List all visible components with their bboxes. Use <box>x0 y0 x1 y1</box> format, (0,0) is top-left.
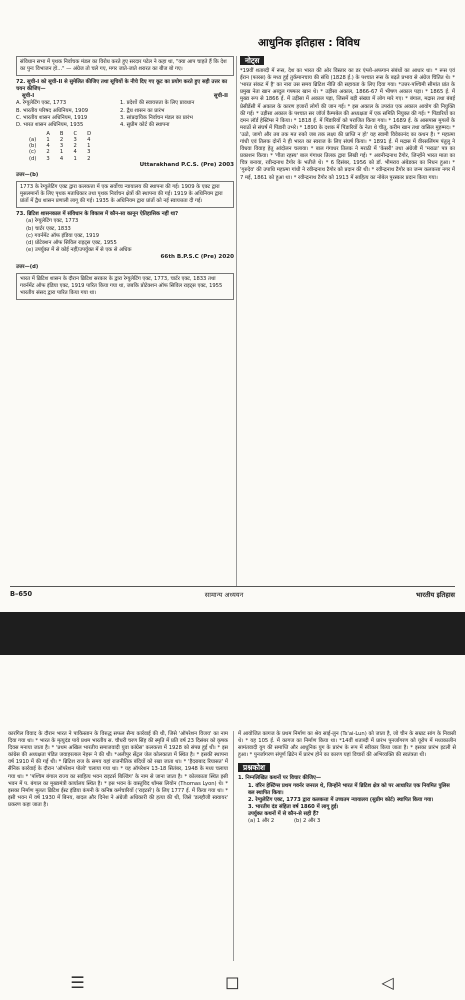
code-cell: 3 <box>46 155 50 162</box>
back-icon: ◁ <box>381 972 394 992</box>
code-cell: 1 <box>46 137 50 144</box>
practice-label: प्रश्नकोश <box>238 763 270 772</box>
intro-text: संविधान सभा में पृथक निर्वाचक मंडल का विरोध करते हुए सरदार पटेल ने कहा था, "क्या आप चाहते हैं कि देश का पुनः विभाजन हो..." — अंग्रेज तो चले गए, मगर जाते-जाते शरारत का बीज बो गए। <box>20 59 227 73</box>
code-cell: 4 <box>73 149 77 156</box>
question-73-option: (b) चार्टर एक्ट, 1833 <box>26 225 71 232</box>
column-divider <box>233 731 234 961</box>
question-72-explanation <box>16 181 234 208</box>
question-73-option: (e) उपर्युक्त में से कोई नहीं/उपर्युक्त में से एक से अधिक <box>26 246 132 253</box>
question-73-option: (c) गवर्नमेंट ऑफ इंडिया एक्ट, 1919 <box>26 232 100 239</box>
notes-text: *19वीं शताब्दी में रूस, देश का भारत की ओर विस्तार का डर एंग्लो-अफगान संबंधों का आधार था। * रूस एवं ईरान (फारस) के मध्य हुई तुर्कमानचाय की संधि (1828 ई.) के पश्चात रूस के बढ़ते प्रभाव से अंग्रेज चिंतित थे। * 'भारत संकट में है' का नारा उस समय ब्रिटिश नीति की सहायता के लिए दिया गया। *उत्तर-पश्चिमी सीमांत प्रांत के प्रमुख नेता खान अब्दुल गफ्फार खान थे। * उड़ीसा अकाल, 1866-67 में भीषण अकाल पड़ा। * 1865 ई. में मुख्य रूप से 1866 ई. में उड़ीसा में अकाल पड़ा, जिसमें बड़ी संख्या में लोग मारे गए। * बंगाल, मद्रास तथा बंबई प्रेसीडेंसी में अकाल के कारण हजारों लोगों की जान गई। * इस अकाल के उपरांत एक अकाल आयोग की नियुक्ति की गई। * उड़ीसा अकाल के पश्चात सर जॉर्ज कैम्पबेल की अध्यक्षता में एक समिति नियुक्त की गई। * पिंडारियों का दमन लॉर्ड हेस्टिंग्स ने किया। * 1818 ई. में पिंडारियों को पराजित किया गया। * 1689 ई. के आसपास मुगलों के मराठों से संघर्ष में पिंडारी उभरे। * 1890 के दशक में पिंडारियों के नेता थे चीतू, करीम खान तथा वासिल मुहम्मद। * 'उठो, जागो और तब तक मत रुको जब तक लक्ष्य की प्राप्ति न हो' यह स्वामी विवेकानंद का कथन है। * महात्मा गांधी एवं तिलक दोनों ने ही भारत का स्वराज के लिए संघर्ष किया। * 1891 ई. में मद्रास में वीरसलिंगम पंतुलु ने विधवा विवाह हेतु आंदोलन चलाया। * बाल गंगाधर तिलक ने मराठी में 'केसरी' तथा अंग्रेजी में 'मराठा' पत्र का प्रकाशन किया। * 'गीता रहस्य' बाल गंगाधर तिलक द्वारा लिखी गई। * अवनीन्द्रनाथ टैगोर, जिन्होंने भारत माता का चित्र बनाया, रवीन्द्रनाथ टैगोर के भतीजे थे। * 6 दिसंबर, 1956 को डॉ. भीमराव अंबेडकर का निधन हुआ। * 'गुरुदेव' की उपाधि महात्मा गांधी ने रवीन्द्रनाथ टैगोर को प्रदान की थी। * रवीन्द्रनाथ टैगोर का जन्म कलकत्ता नगर में 7 मई, 1861 को हुआ था। * रवीन्द्रनाथ टैगोर को 1913 में साहित्य का नोबेल पुरस्कार प्रदान किया गया। <box>240 68 455 181</box>
list-two-item: 2. द्वैध शासन का प्रारंभ <box>120 107 165 114</box>
question-73-source: 66th B.P.S.C (Pre) 2020 <box>160 253 234 260</box>
code-cell: 1 <box>59 149 64 156</box>
right-column <box>240 56 455 182</box>
home-button[interactable] <box>213 967 253 997</box>
explanation-text: भारत में ब्रिटिश शासन के दौरान ब्रिटिश सरकार के द्वारा रेग्युलेटिंग एक्ट, 1773, चार्टर एक्ट, 1833 तथा गवर्नमेंट ऑफ इंडिया एक्ट, 1919 पारित किया गया था, जबकि प्रोटेक्शन ऑफ सिविल राइट्स एक्ट, 1955 भारतीय संसद द्वारा पारित किया गया था। <box>20 276 223 297</box>
question-1-point: 2. रेग्युलेटिंग एक्ट, 1773 द्वारा कलकत्ता में उच्चतम न्यायालय (सुप्रीम कोर्ट) स्थापित किया गया। <box>248 796 434 803</box>
code-cell: 2 <box>73 143 77 150</box>
match-row <box>16 108 234 115</box>
code-cell: 3 <box>73 137 77 144</box>
list-one-item: B. भारतीय परिषद अधिनियम, 1909 <box>16 107 89 114</box>
page-gap <box>0 612 465 655</box>
code-cell: D <box>87 130 92 137</box>
list-one-item: A. रेग्युलेटिंग एक्ट, 1773 <box>16 100 67 107</box>
footer-chapter: भारतीय इतिहास <box>415 591 455 599</box>
list-one-heading: सूची-I <box>22 93 35 100</box>
recent-apps-button[interactable] <box>58 967 98 997</box>
section-title: आधुनिक इतिहास : विविध <box>258 37 360 49</box>
question-73-option: (d) प्रोटेक्शन ऑफ सिविल राइट्स एक्ट, 1955 <box>26 239 117 246</box>
code-cell: B <box>59 130 64 137</box>
code-cell: 1 <box>87 143 91 150</box>
footer-subject: सामान्य अध्ययन <box>204 591 244 599</box>
list-two-item: 3. सांप्रदायिक निर्वाचन मंडल का प्रारंभ <box>120 114 193 121</box>
page-number: B–650 <box>10 590 33 598</box>
question-1-ask: उपर्युक्त कथनों में से कौन-से सही हैं? <box>248 810 319 817</box>
match-row <box>16 122 234 129</box>
column-divider <box>236 56 237 586</box>
question-73-stem: 73. ब्रिटिश शासनकाल में संविधान के विकास में कौन-सा कानून ऐतिहासिक नहीं था? <box>16 211 179 218</box>
code-cell: 3 <box>87 149 91 156</box>
menu-icon: ☰ <box>70 972 85 992</box>
question-1-point: 3. भारतीय दंड संहिता वर्ष 1860 में लागू हुई। <box>248 803 339 810</box>
intro-box <box>16 56 234 76</box>
code-cell: C <box>73 130 78 137</box>
notes-text: कारगिल विवाद के दौरान भारत ने पाकिस्तान के विरुद्ध सफल सैन्य कार्रवाई की थी, जिसे 'ऑपरेशन विजय' का नाम दिया गया था। * भारत के मृत्युदंड पाये प्रथम भारतीय स. चौधरी चरण सिंह की स्मृति में प्रति वर्ष 23 दिसंबर को कृषक दिवस मनाया जाता है। * 'प्रथम अखिल भारतीय समाजवादी युवा कांग्रेस' कलकत्ता में 1928 को संपन्न हुई थी। * इस कांग्रेस की अध्यक्षता पंडित जवाहरलाल नेहरू ने की थी। *अलीपुर सेंट्रल जेल कोलकाता में स्थित है। * इसकी स्थापना वर्ष 1910 में की गई थी। * ब्रिटिश राज के समय यहां राजनीतिक बंदियों को रखा जाता था। * 'हैदराबाद रियासत' में सैनिक कार्रवाई के दौरान 'ऑपरेशन पोलो' चलाया गया था। * यह ऑपरेशन 13-18 सितंबर, 1948 के मध्य चलाया गया था। * 'पश्चिम बंगाल राज्य का साहित्य भवन राइटर्स बिल्डिंग' के नाम से जाना जाता है। * कोलकाता स्थित इसी भवन में प. बंगाल का मुख्यमंत्री कार्यालय स्थित है। * इस भवन के वास्तुविद थॉमस लियोन (Thomas Lyon) थे। * इसका निर्माण मूलतः ब्रिटिश ईस्ट इंडिया कंपनी के कनिष्ठ कर्मचारियों ('राइटर्स') के लिए 1777 ई. में किया गया था। * इसी भवन में वर्ष 1930 में बिनय, बादल और दिनेश ने अंग्रेजी अधिकारी की हत्या की थी, जिसे 'डलहौजी स्क्वायर' प्रकरण कहा जाता है। <box>8 731 228 808</box>
right-column <box>238 731 456 825</box>
left-column <box>8 731 228 809</box>
list-one-item: D. भारत शासन अधिनियम, 1935 <box>16 121 84 128</box>
page-footer <box>10 586 455 599</box>
code-cell: (b) <box>29 143 37 150</box>
question-72-source: Uttarakhand P.C.S. (Pre) 2003 <box>139 161 234 168</box>
code-cell: A <box>46 130 50 137</box>
code-cell: (d) <box>29 155 37 162</box>
list-two-heading: सूची-II <box>213 93 228 100</box>
question-72-answer: उत्तर—(b) <box>16 171 39 178</box>
code-cell: 4 <box>87 137 91 144</box>
question-1-stem: 1. निम्नलिखित कथनों पर विचार कीजिए— <box>238 775 322 782</box>
question-1-options <box>248 818 456 825</box>
code-cell: 2 <box>59 137 64 144</box>
question-1-option: (a) 1 और 2 <box>248 818 275 825</box>
question-1-option: (b) 2 और 3 <box>294 818 321 825</box>
question-72-stem: 72. सूची-I को सूची-II से सुमेलित कीजिए तथा सूचियों के नीचे दिए गए कूट का प्रयोग करते हुए सही उत्तर का चयन कीजिए— <box>16 79 228 93</box>
list-one-item: C. भारतीय शासन अधिनियम, 1919 <box>16 114 88 121</box>
code-cell: (a) <box>29 137 37 144</box>
back-button[interactable] <box>368 967 408 997</box>
code-cell: 4 <box>59 155 64 162</box>
explanation-text: 1773 के रेग्युलेटिंग एक्ट द्वारा कलकत्ता में एक सर्वोच्च न्यायालय की स्थापना की गई। 1909 के एक्ट द्वारा मुसलमानों के लिए पृथक मताधिकार तथा पृथक निर्वाचन क्षेत्रों की स्थापना की गई। 1919 के अधिनियम द्वारा प्रांतों में द्वैध शासन प्रणाली लागू की गई। 1935 के अधिनियम द्वारा प्रांतों को नई स्वायत्तता दी गई। <box>20 184 223 205</box>
code-cell: 1 <box>73 155 77 162</box>
list-two-item: 4. सुप्रीम कोर्ट की स्थापना <box>120 121 170 128</box>
code-cell: 2 <box>46 149 50 156</box>
page-two <box>0 655 465 1000</box>
code-cell: 4 <box>46 143 50 150</box>
code-cell: 3 <box>59 143 64 150</box>
code-cell: (c) <box>29 149 36 156</box>
list-two-item: 1. प्रदेशों की स्वायत्तता के लिए प्रावधान <box>120 100 195 107</box>
home-icon: ◻ <box>225 971 240 993</box>
question-73-option: (a) रेग्युलेटिंग एक्ट, 1773 <box>26 218 79 225</box>
code-table <box>24 131 96 162</box>
question-1-point: 1. वॉरेन हेस्टिंग्स प्रथम गवर्नर जनरल थे, जिन्होंने भारत में ब्रिटिश क्षेत्र को पर आधारित एक नियमित पुलिस बल स्थापित किया। <box>248 782 450 796</box>
notes-text: में आयोजित कागज के प्रथम निर्माण का श्रेय साई-लुन (Ts'ai-Lun) को जाता है, जो चीन के सम्राट सांग के निवासी थे। * यह 105 ई. में कागज का निर्माण किया था। *14वीं शताब्दी में प्रारंभ पुनर्जागरण को यूरोप में मध्यकालीन सामंतवादी युग की समाप्ति और आधुनिक युग के प्रारंभ के रूप में स्वीकार किया जाता है। * इसका प्रारंभ इटली से हुआ। * पुनर्जागरण संपूर्ण ब्रिटेन में प्रारंभ होने का कारण यहां विचारों की अभिव्यक्ति की स्वतंत्रता थी। <box>238 731 456 759</box>
question-73-answer: उत्तर—(d) <box>16 263 39 270</box>
code-cell: 2 <box>87 155 91 162</box>
question-73-explanation <box>16 273 234 300</box>
notes-label: नोट्स <box>240 56 264 65</box>
system-nav-bar <box>0 964 465 1000</box>
left-column <box>16 56 234 303</box>
match-row <box>16 115 234 122</box>
match-row <box>16 100 234 107</box>
